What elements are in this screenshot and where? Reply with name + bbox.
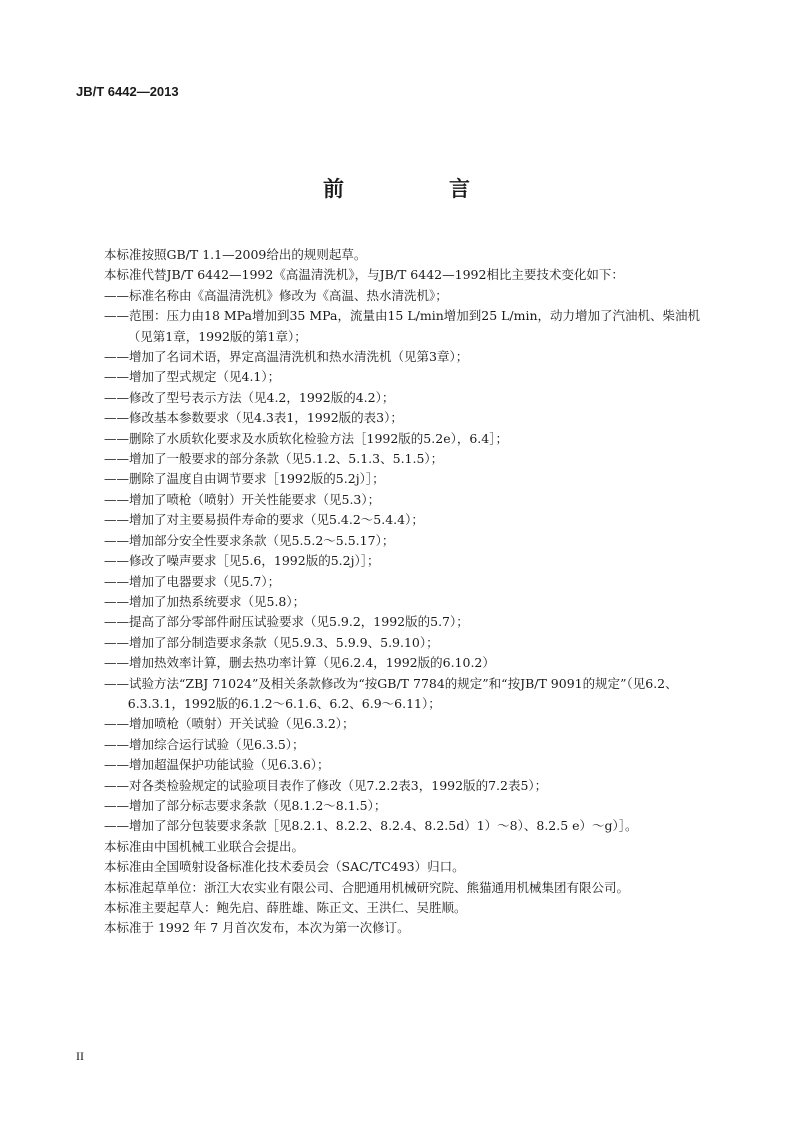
page-number: II bbox=[76, 1049, 84, 1063]
document-body bbox=[104, 245, 724, 939]
closing-paragraph: 本标准起草单位：浙江大农实业有限公司、合肥通用机械研究院、熊猫通用机械集团有限公司。 bbox=[104, 879, 630, 895]
change-item: ——修改了噪声要求［见5.6，1992版的5.2j）］； bbox=[104, 553, 380, 569]
change-item: ——对各类检验规定的试验项目表作了修改（见7.2.2表3，1992版的7.2表5）； bbox=[104, 777, 548, 793]
change-item: ——范围：压力由18 MPa增加到35 MPa，流量由15 L/min增加到25 L/min，动力增加了汽油机、柴油机（见第1章，1992版的第1章）； bbox=[104, 308, 701, 344]
change-item: ——增加超温保护功能试验（见6.3.6）； bbox=[104, 757, 330, 773]
change-item: ——增加部分安全性要求条款（见5.5.2～5.5.17）； bbox=[104, 532, 395, 548]
closing-paragraph: 本标准于 1992 年 7 月首次发布，本次为第一次修订。 bbox=[104, 920, 410, 936]
change-item: ——删除了水质软化要求及水质软化检验方法［1992版的5.2e），6.4］； bbox=[104, 430, 508, 446]
change-item: ——增加了加热系统要求（见5.8）； bbox=[104, 593, 306, 609]
closing-paragraph: 本标准由中国机械工业联合会提出。 bbox=[104, 838, 305, 854]
change-item: ——增加了部分包装要求条款［见8.2.1、8.2.2、8.2.4、8.2.5d）1）～8）、8.2.5 e）～g）］。 bbox=[104, 818, 638, 834]
change-item: ——修改基本参数要求（见4.3表1，1992版的表3）； bbox=[104, 410, 403, 426]
intro-paragraph: 本标准按照GB/T 1.1—2009给出的规则起草。 bbox=[104, 247, 367, 262]
change-item: ——提高了部分零部件耐压试验要求（见5.9.2，1992版的5.7）； bbox=[104, 614, 469, 630]
change-item: ——标准名称由《高温清洗机》修改为《高温、热水清洗机》； bbox=[104, 287, 448, 303]
change-item: ——增加了名词术语，界定高温清洗机和热水清洗机（见第3章）； bbox=[104, 349, 469, 365]
change-item: ——试验方法“ZBJ 71024”及相关条款修改为“按GB/T 7784的规定”和“按JB/T 9091的规定”（见6.2、6.3.3.1，1992版的6.1.2～6.1.6、6.2、6.9～6.11）； bbox=[104, 675, 678, 711]
change-item: ——增加喷枪（喷射）开关试验（见6.3.2）； bbox=[104, 716, 355, 732]
page-title: 前 言 bbox=[323, 176, 512, 201]
change-item: ——增加综合运行试验（见6.3.5）； bbox=[104, 736, 305, 752]
change-item: ——增加了电器要求（见5.7）； bbox=[104, 573, 281, 589]
change-item: ——修改了型号表示方法（见4.2，1992版的4.2）； bbox=[104, 389, 395, 405]
intro-paragraph: 本标准代替JB/T 6442—1992《高温清洗机》，与JB/T 6442—1992相比主要技术变化如下： bbox=[104, 267, 624, 283]
change-item: ——增加热效率计算，删去热功率计算（见6.2.4，1992版的6.10.2） bbox=[104, 655, 495, 671]
change-item: ——增加了部分标志要求条款（见8.1.2～8.1.5）； bbox=[104, 797, 387, 813]
change-item: ——增加了一般要求的部分条款（见5.1.2、5.1.3、5.1.5）； bbox=[104, 451, 444, 467]
change-item: ——增加了型式规定（见4.1）； bbox=[104, 369, 281, 385]
document-code: JB/T 6442—2013 bbox=[76, 84, 179, 99]
change-item: ——增加了喷枪（喷射）开关性能要求（见5.3）； bbox=[104, 491, 381, 507]
closing-paragraph: 本标准主要起草人：鲍先启、薛胜雄、陈正文、王洪仁、吴胜顺。 bbox=[104, 900, 467, 915]
change-item: ——增加了对主要易损件寿命的要求（见5.4.2～5.4.4）； bbox=[104, 512, 424, 528]
change-item: ——删除了温度自由调节要求［1992版的5.2j）］； bbox=[104, 471, 385, 487]
closing-paragraph: 本标准由全国喷射设备标准化技术委员会（SAC/TC493）归口。 bbox=[104, 859, 465, 875]
change-item: ——增加了部分制造要求条款（见5.9.3、5.9.9、5.9.10）； bbox=[104, 634, 439, 650]
